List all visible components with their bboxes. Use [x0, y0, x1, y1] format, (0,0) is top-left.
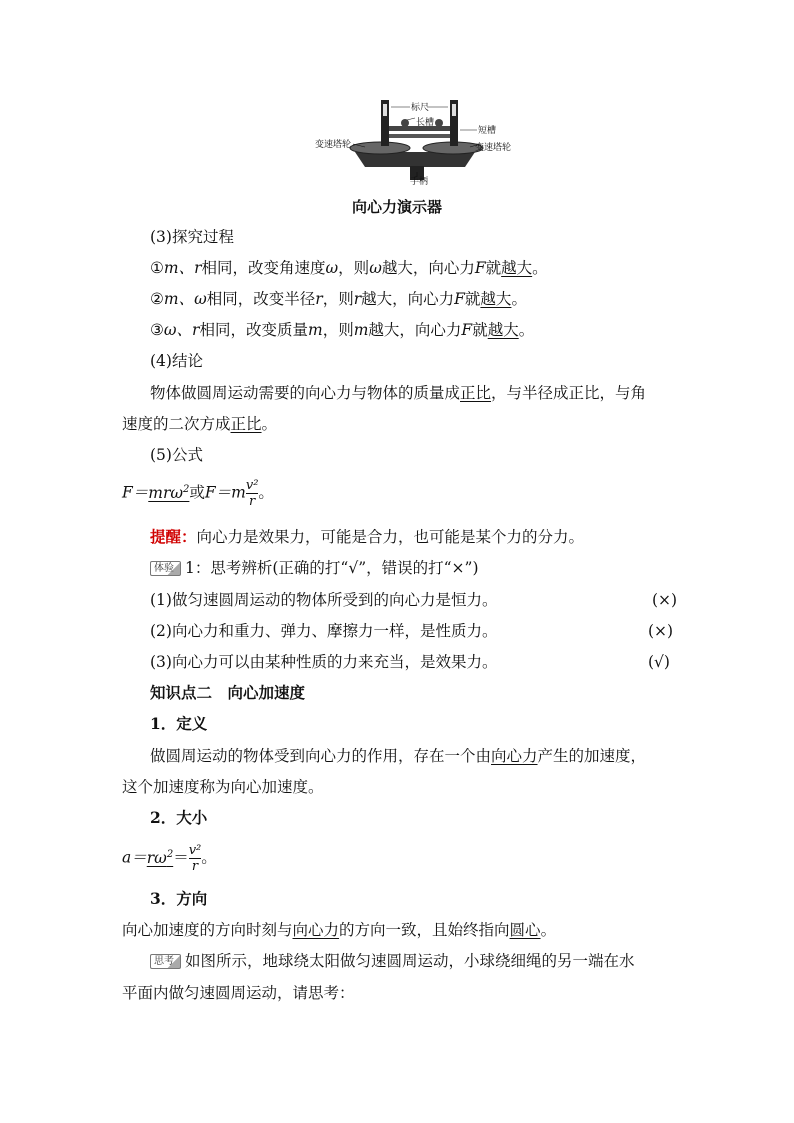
conclusion-line-1: 物体做圆周运动需要的向心力与物体的质量成正比，与半径成正比，与角 — [150, 384, 647, 402]
judgement-1: (1)做匀速圆周运动的物体所受到的向心力是恒力。 — [150, 591, 498, 609]
think-tag-icon: 思考 — [150, 954, 181, 969]
fraction: $\frac{\text{v²}}{r}$ — [188, 843, 202, 874]
section-4-title: (4)结论 — [150, 352, 203, 370]
label-pulley-left: 变速塔轮 — [315, 140, 352, 150]
judgement-3: (3)向心力可以由某种性质的力来充当，是效果力。 — [150, 653, 498, 671]
definition-title: 1．定义 — [150, 714, 208, 733]
judgement-3-mark: (√) — [648, 653, 670, 671]
step-2: ②m、ω相同，改变半径r，则r越大，向心力F就越大。 — [150, 290, 527, 308]
judgement-1-mark: (×) — [652, 591, 678, 609]
size-title: 2．大小 — [150, 808, 208, 827]
experience-tag-icon: 体验 — [150, 561, 181, 576]
experience-title: 体验 1：思考辨析(正确的打“√”，错误的打“×”) — [150, 557, 479, 579]
judgement-2: (2)向心力和重力、弹力、摩擦力一样，是性质力。 — [150, 622, 498, 640]
label-handle: 手柄 — [410, 177, 429, 187]
answer-blank: 向心力 — [292, 921, 340, 939]
conclusion-line-2: 速度的二次方成正比。 — [122, 415, 278, 433]
answer-blank: $r\omega^2$ — [146, 848, 174, 867]
section-3-title: (3)探究过程 — [150, 228, 234, 246]
step-3: ③ω、r相同，改变质量m，则m越大，向心力F就越大。 — [150, 321, 535, 339]
label-scale: 标尺 — [411, 103, 430, 113]
label-pulley-right: 变速塔轮 — [475, 143, 512, 153]
label-long-groove: 长槽 — [416, 118, 435, 128]
judgement-2-mark: (×) — [648, 622, 674, 640]
figure-caption: 向心力演示器 — [351, 198, 442, 216]
formula-1: F＝mrω$^2$或F＝m $\frac{\text{v²}}{r}$ 。 — [122, 478, 274, 509]
definition-line-2: 这个加速度称为向心加速度。 — [122, 778, 324, 796]
answer-blank: 越大 — [487, 321, 519, 339]
answer-blank: 圆心 — [509, 921, 541, 939]
think-line-1: 思考 如图所示，地球绕太阳做匀速圆周运动，小球绕细绳的另一端在水 — [150, 950, 635, 972]
centripetal-force-demonstrator-figure — [315, 92, 520, 187]
knowledge-point-2-title: 知识点二 向心加速度 — [150, 683, 306, 702]
formula-2: $a=r\omega^2=$ $\frac{\text{v²}}{r}$ 。 — [122, 843, 217, 874]
answer-blank: 越大 — [501, 259, 533, 277]
answer-blank: mrω$^2$ — [148, 483, 190, 502]
section-5-title: (5)公式 — [150, 446, 203, 464]
reminder: 提醒：向心力是效果力，可能是合力，也可能是某个力的分力。 — [150, 527, 585, 546]
step-1: ①m、r相同，改变角速度ω，则ω越大，向心力F就越大。 — [150, 259, 548, 277]
answer-blank: 正比 — [460, 384, 492, 402]
answer-blank: 越大 — [480, 290, 512, 308]
think-line-2: 平面内做匀速圆周运动，请思考： — [122, 984, 355, 1002]
direction-text: 向心加速度的方向时刻与向心力的方向一致，且始终指向圆心。 — [122, 921, 557, 939]
definition-line-1: 做圆周运动的物体受到向心力的作用，存在一个由向心力产生的加速度， — [150, 747, 647, 765]
label-short-groove: 短槽 — [478, 126, 497, 136]
fraction: $\frac{\text{v²}}{r}$ — [245, 478, 259, 509]
direction-title: 3．方向 — [150, 889, 208, 908]
answer-blank: 向心力 — [491, 747, 538, 765]
answer-blank: 正比 — [230, 415, 262, 433]
